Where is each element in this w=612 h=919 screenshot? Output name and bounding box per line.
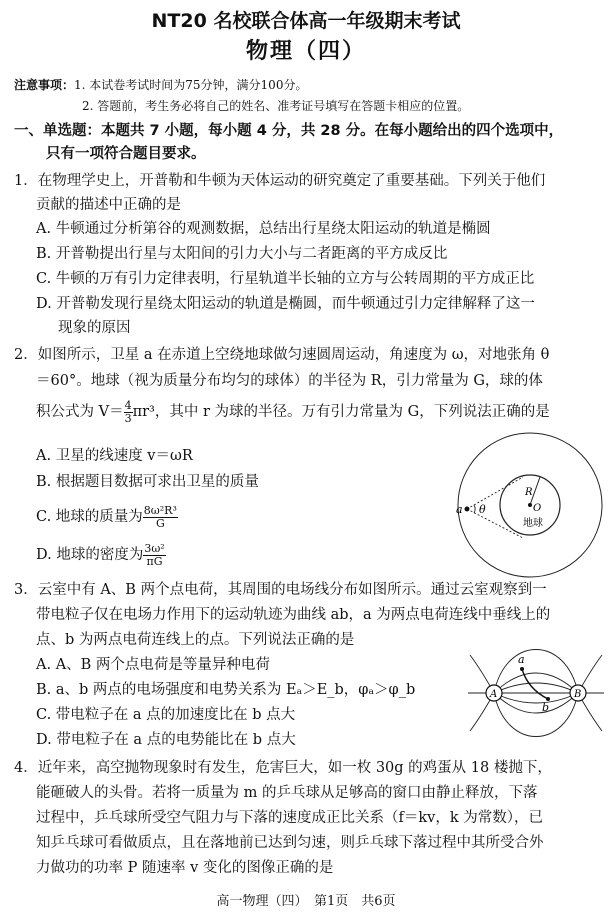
q1-option-c: C. 牛顿的万有引力定律表明，行星轨道半长轴的立方与公转周期的平方成正比: [36, 271, 535, 287]
center-label: O: [533, 503, 542, 514]
q1-option-d-2: 现象的原因: [58, 320, 131, 336]
page-footer: 高一物理（四） 第1页 共6页: [216, 894, 396, 909]
fraction-denominator: πG: [146, 554, 163, 568]
section-heading-line-2: 只有一项符合题目要求。: [46, 146, 206, 162]
charge-a-label: A: [490, 689, 498, 700]
fraction-denominator: 3: [124, 411, 132, 425]
angle-label: θ: [479, 503, 486, 516]
q3-option-d: D. 带电粒子在 a 点的电势能比在 b 点大: [36, 732, 296, 748]
subject-title: 物理（四）: [245, 39, 366, 64]
q3-field-figure: [466, 645, 606, 745]
angle-arc: [474, 505, 475, 513]
q2-option-d: [36, 538, 166, 572]
q1-option-a: A. 牛顿通过分析第谷的观测数据，总结出行星绕太阳运动的轨道是椭圆: [36, 221, 491, 237]
center-dot: [528, 503, 532, 507]
radius-label: R: [525, 487, 533, 498]
q2-density-fraction: [143, 543, 165, 568]
q2-stem-2: ＝60°。地球（视为质量分布均匀的球体）的半径为 R，引力常量为 G，球的体: [36, 373, 543, 389]
q2-option-b: B. 根据题目数据可求出卫星的质量: [36, 474, 259, 490]
q2-stem-3-pre: 积公式为 V＝: [36, 404, 124, 420]
q2-option-c-pre: C. 地球的质量为: [36, 509, 143, 525]
q2-stem-3: [36, 397, 550, 427]
q3-stem-1: 3．云室中有 A、B 两个点电荷，其周围的电场线分布如图所示。通过云室观察到一: [14, 582, 547, 598]
q4-stem-1: 4．近年来，高空抛物现象时有发生，危害巨大，如一枚 30g 的鸡蛋从 18 楼抛下，: [14, 760, 552, 776]
q2-stem-3-post: πr³，其中 r 为球的半径。万有引力常量为 G，下列说法正确的是: [132, 404, 550, 420]
q2-option-a: A. 卫星的线速度 v＝ωR: [36, 448, 193, 464]
q1-stem-1: 1．在物理学史上，开普勒和牛顿为天体运动的研究奠定了重要基础。下列关于他们: [14, 173, 546, 189]
notes-line-1: [14, 76, 307, 93]
point-b-label: b: [542, 701, 550, 714]
q3-option-b: B. a、b 两点的电场强度和电势关系为 Eₐ＞E_b，φₐ＞φ_b: [36, 682, 416, 698]
section-heading-line-1: 一、单选题：本题共 7 小题，每小题 4 分，共 28 分。在每小题给出的四个选项中，: [14, 123, 564, 139]
q2-stem-1: 2．如图所示，卫星 a 在赤道上空绕地球做匀速圆周运动，角速度为 ω，对地张角 θ: [14, 347, 550, 363]
q2-volume-fraction: [124, 400, 133, 425]
q4-stem-5: 力做功的功率 P 随速率 v 变化的图像正确的是: [36, 860, 334, 876]
q1-option-b: B. 开普勒提出行星与太阳间的引力大小与二者距离的平方成反比: [36, 246, 448, 262]
q1-stem-2: 贡献的描述中正确的是: [36, 197, 181, 213]
charge-b-label: B: [574, 689, 582, 700]
q3-option-c: C. 带电粒子在 a 点的加速度比在 b 点大: [36, 707, 296, 723]
q4-stem-2: 能砸破人的头骨。若将一质量为 m 的乒乓球从足够高的窗口由静止释放，下落: [36, 785, 538, 801]
q2-orbit-figure: [450, 425, 610, 585]
tangent-line-upper: [467, 477, 523, 509]
q3-option-a: A. A、B 两个点电荷是等量异种电荷: [36, 657, 270, 673]
q1-option-d-1: D. 开普勒发现行星绕太阳运动的轨道是椭圆，而牛顿通过引力定律解释了这一: [36, 296, 535, 312]
q2-option-d-pre: D. 地球的密度为: [36, 547, 144, 563]
satellite-label: a: [456, 503, 463, 516]
fraction-numerator: 4: [124, 398, 132, 412]
fraction-numerator: 3ω²: [144, 541, 165, 555]
notes-label: 注意事项：: [14, 78, 75, 92]
fraction-denominator: G: [155, 516, 165, 530]
point-a-label: a: [518, 653, 525, 666]
satellite-dot: [465, 507, 470, 512]
notes-item-2: 2. 答题前，考生务必将自己的姓名、准考证号填写在答题卡相应的位置。: [82, 99, 470, 113]
q3-stem-3: 点、b 为两点电荷连线上的点。下列说法正确的是: [36, 632, 355, 648]
q2-mass-fraction: [143, 505, 178, 530]
exam-title: NT20 名校联合体高一年级期末考试: [151, 10, 461, 32]
q4-stem-4: 知乒乓球可看做质点，且在落地前已达到匀速，则乒乓球下落过程中其所受合外: [36, 835, 544, 851]
q2-option-c: [36, 500, 178, 534]
point-a-dot: [520, 667, 524, 671]
q4-stem-3: 过程中，乒乓球所受空气阻力与下落的速度成正比关系（f＝kv，k 为常数），已: [36, 810, 543, 826]
tangent-line-lower: [467, 509, 523, 538]
q3-stem-2: 带电粒子仅在电场力作用下的运动轨迹为曲线 ab，a 为两点电荷连线中垂线上的: [36, 607, 551, 623]
fraction-numerator: 8ω²R³: [143, 503, 177, 517]
notes-item-1: 1. 本试卷考试时间为75分钟，满分100分。: [74, 78, 308, 92]
earth-label: 地球: [523, 518, 543, 529]
